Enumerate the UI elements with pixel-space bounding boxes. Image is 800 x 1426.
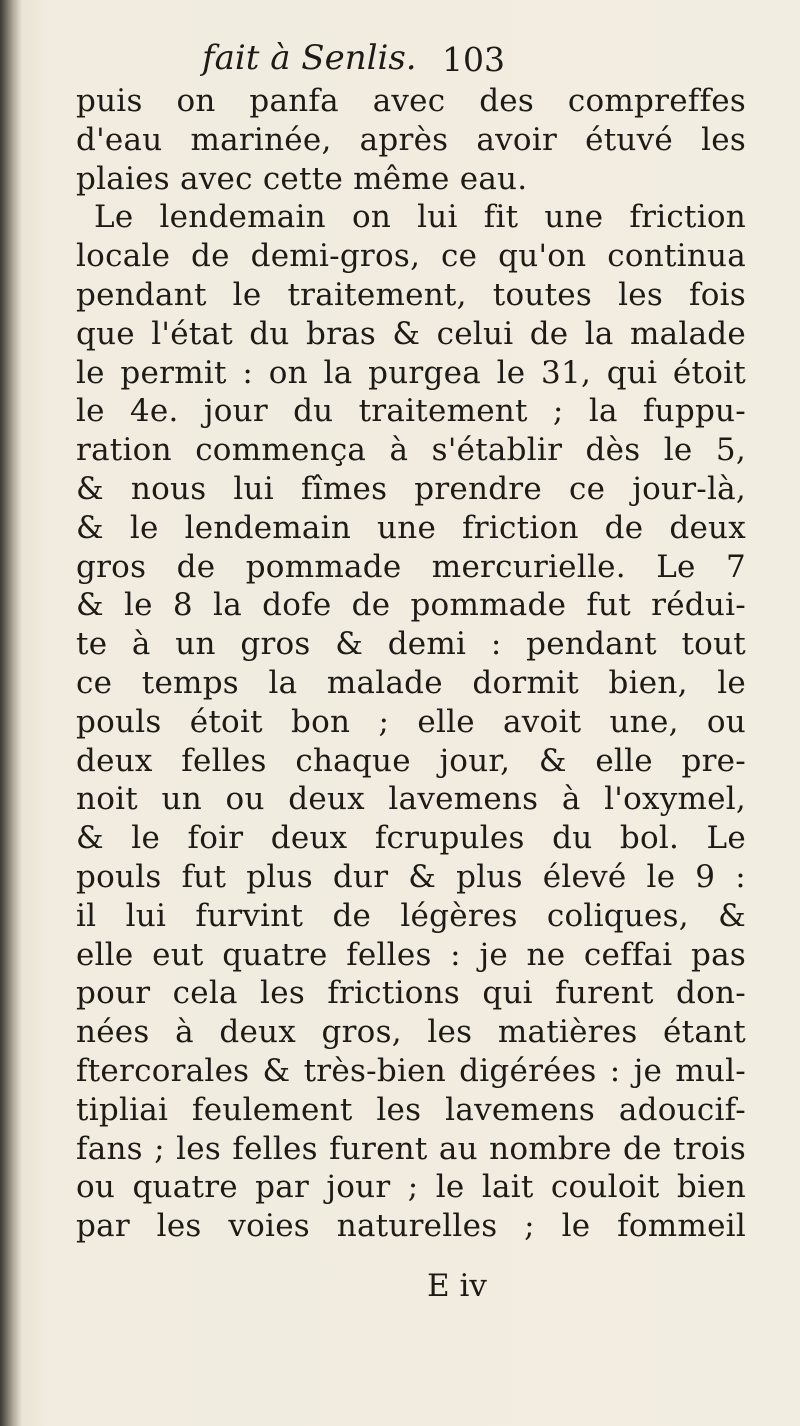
- text-line: pendant le traitement, toutes les fois: [76, 276, 746, 313]
- running-title: fait à Senlis.: [202, 38, 417, 78]
- text-line: il lui furvint de légères coliques, &: [76, 897, 746, 934]
- page-number: 103: [442, 40, 505, 79]
- text-line: & le foir deux fcrupules du bol. Le: [76, 820, 746, 857]
- text-line: le permit : on la purgea le 31, qui étoit: [76, 354, 746, 391]
- text-line: tipliai feulement les lavemens adoucif-: [76, 1091, 746, 1128]
- text-line: te à un gros & demi : pendant tout: [76, 626, 746, 663]
- text-line: fans ; les felles furent au nombre de trois: [76, 1130, 746, 1167]
- text-line: nées à deux gros, les matières étant: [76, 1014, 746, 1051]
- text-line: ce temps la malade dormit bien, le: [76, 664, 746, 701]
- text-line: pouls étoit bon ; elle avoit une, ou: [76, 703, 746, 740]
- text-line: deux felles chaque jour, & elle pre-: [76, 742, 746, 779]
- text-line: par les voies naturelles ; le fommeil: [76, 1208, 746, 1245]
- text-line: d'eau marinée, après avoir étuvé les: [76, 121, 746, 158]
- text-line: le 4e. jour du traitement ; la fuppu-: [76, 393, 746, 430]
- text-line: plaies avec cette même eau.: [76, 160, 528, 197]
- text-line: que l'état du bras & celui de la malade: [76, 315, 746, 352]
- text-line: elle eut quatre felles : je ne ceffai pas: [76, 936, 746, 973]
- text-line: Le lendemain on lui fit une friction: [94, 199, 746, 236]
- book-binding-shadow: [0, 0, 22, 1426]
- text-line: & le lendemain une friction de deux: [76, 509, 746, 546]
- text-line: & le 8 la dofe de pommade fut rédui-: [76, 587, 746, 624]
- text-line: gros de pommade mercurielle. Le 7: [76, 548, 746, 585]
- text-line: pouls fut plus dur & plus élevé le 9 :: [76, 858, 746, 895]
- page-header: [150, 38, 550, 88]
- signature-mark: E iv: [427, 1268, 487, 1304]
- text-line: puis on panfa avec des compreffes: [76, 83, 746, 119]
- text-line: & nous lui fîmes prendre ce jour-là,: [76, 470, 746, 507]
- body-text: [76, 82, 746, 1246]
- text-line: noit un ou deux lavemens à l'oxymel,: [76, 781, 746, 818]
- text-line: ou quatre par jour ; le lait couloit bien: [76, 1169, 746, 1206]
- text-line: ration commença à s'établir dès le 5,: [76, 432, 746, 469]
- text-line: ftercorales & très-bien digérées : je mul-: [76, 1052, 746, 1089]
- text-line: pour cela les frictions qui furent don-: [76, 975, 746, 1012]
- text-line: locale de demi-gros, ce qu'on continua: [76, 238, 746, 275]
